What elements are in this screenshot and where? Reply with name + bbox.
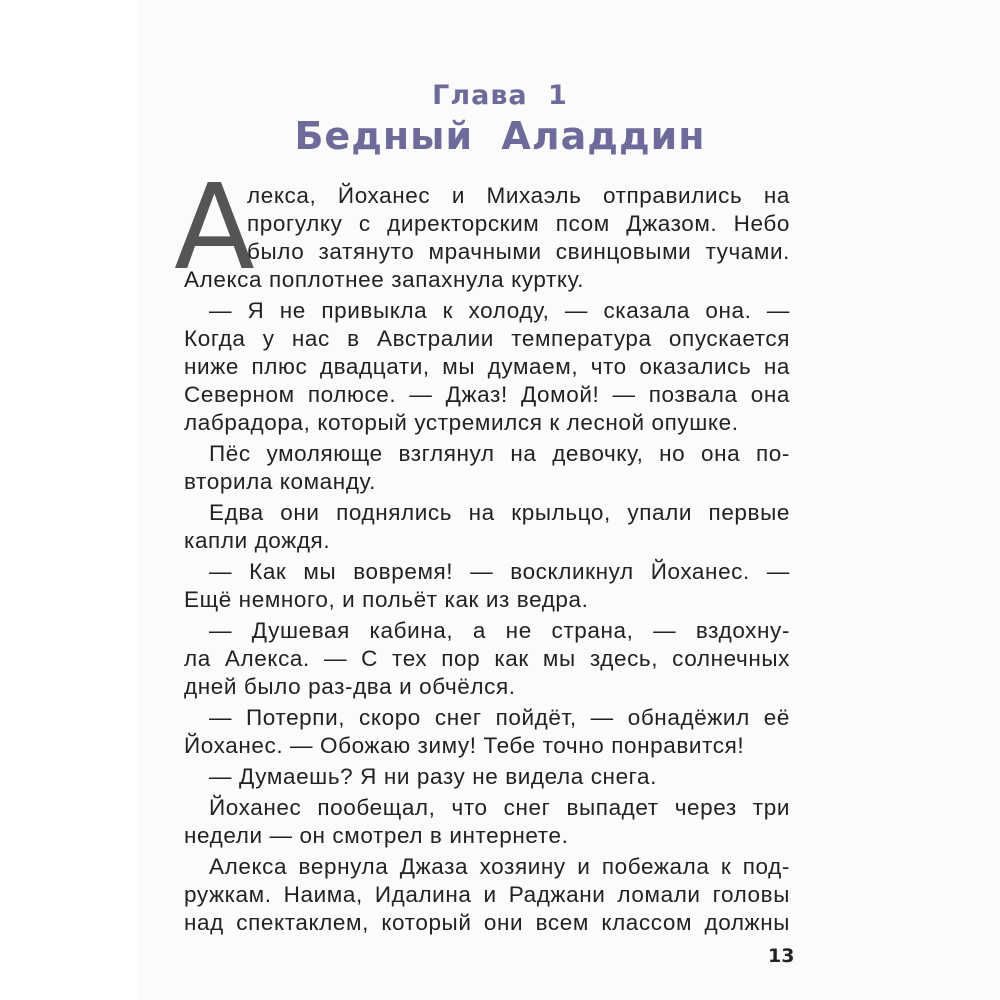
text-line: ружкам. Наима, Идалина и Раджани ломали головы: [184, 882, 790, 907]
chapter-number: Глава 1: [432, 80, 568, 111]
text-line: Едва они поднялись на крыльцо, упали первые: [209, 500, 790, 525]
text-line: над спектаклем, который они всем классом должны: [184, 910, 790, 935]
text-line: было затянуто мрачными свинцовыми тучами.: [247, 239, 790, 264]
text-line: — Думаешь? Я ни разу не видела снега.: [209, 764, 657, 789]
drop-cap: А: [174, 158, 255, 296]
text-line: Пёс умоляюще взглянул на девочку, но она по-: [209, 441, 790, 466]
text-line: — Душевая кабина, а не страна, — вздохну-: [209, 618, 790, 643]
text-line: дней было раз-два и обчёлся.: [184, 674, 516, 699]
text-line: Алекса вернула Джаза хозяину и побежала к под-: [209, 854, 790, 879]
text-line: Ещё немного, и польёт как из ведра.: [184, 587, 589, 612]
text-line: — Как мы вовремя! — воскликнул Йоханес. —: [209, 559, 790, 584]
page-number: 13: [768, 945, 795, 967]
text-line: вторила команду.: [184, 469, 376, 494]
text-line: прогулку с директорским псом Джазом. Небо: [247, 211, 790, 236]
text-line: Йоханес пообещал, что снег выпадет через три: [209, 795, 790, 820]
text-line: капли дождя.: [184, 528, 331, 553]
text-line: лекса, Йоханес и Михаэль отправились на: [247, 183, 790, 208]
text-line: лабрадора, который устремился к лесной опушке.: [184, 410, 739, 435]
text-line: — Потерпи, скоро снег пойдёт, — обнадёжил её: [209, 705, 790, 730]
text-line: ла Алекса. — С тех пор как мы здесь, солнечных: [184, 646, 790, 671]
text-line: ниже плюс двадцати, мы думаем, что оказались на: [184, 354, 790, 379]
text-line: Когда у нас в Австралии температура опускается: [184, 326, 790, 351]
text-line: — Я не привыкла к холоду, — сказала она. —: [209, 298, 790, 323]
text-line: недели — он смотрел в интернете.: [184, 823, 569, 848]
text-line: Алекса поплотнее запахнула куртку.: [184, 267, 585, 292]
text-line: Йоханес. — Обожаю зиму! Тебе точно понравится!: [184, 733, 745, 758]
chapter-title: Бедный Аладдин: [294, 114, 706, 158]
text-line: Северном полюсе. — Джаз! Домой! — позвала она: [184, 382, 790, 407]
